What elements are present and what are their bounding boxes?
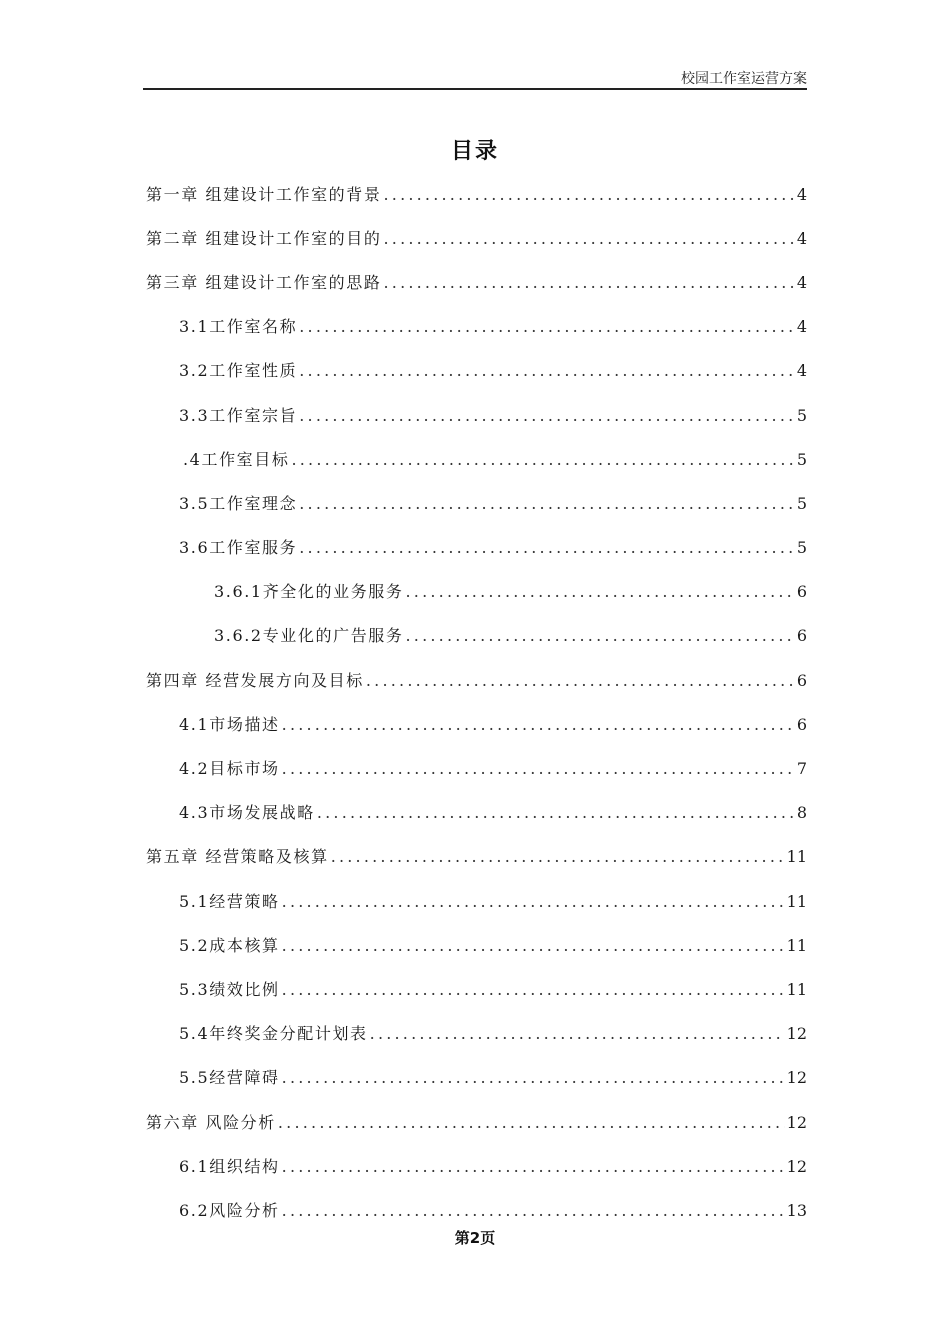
toc-entry-label: 第二章 组建设计工作室的目的 xyxy=(146,228,382,248)
toc-entry[interactable] xyxy=(0,304,950,348)
toc-entry-page: 6 xyxy=(796,626,807,646)
toc-leader-dots xyxy=(384,185,795,204)
toc-entry[interactable] xyxy=(0,834,950,878)
toc-entry-page: 4 xyxy=(796,228,807,248)
toc-entry-label: 3.6.2专业化的广告服务 xyxy=(214,626,404,646)
toc-entry[interactable] xyxy=(0,657,950,701)
toc-leader-dots xyxy=(291,450,794,469)
toc-entry-page: 12 xyxy=(786,1068,807,1088)
toc-entry[interactable] xyxy=(0,790,950,834)
toc-leader-dots xyxy=(299,406,795,425)
toc-leader-dots xyxy=(282,715,795,734)
toc-entry-page: 5 xyxy=(796,493,807,513)
toc-entry[interactable] xyxy=(0,569,950,613)
toc-entry-page: 4 xyxy=(796,317,807,337)
toc-entry-page: 5 xyxy=(796,538,807,558)
toc-entry[interactable] xyxy=(0,613,950,657)
toc-leader-dots xyxy=(299,317,795,336)
toc-entry[interactable] xyxy=(0,348,950,392)
toc-leader-dots xyxy=(384,273,795,292)
toc-leader-dots xyxy=(299,538,795,557)
toc-entry-label: 5.5经营障碍 xyxy=(179,1068,280,1088)
toc-entry[interactable] xyxy=(0,1055,950,1099)
toc-leader-dots xyxy=(282,1201,785,1220)
toc-entry[interactable] xyxy=(0,215,950,259)
toc-entry-label: 4.1市场描述 xyxy=(179,714,280,734)
toc-entry-label: 3.3工作室宗旨 xyxy=(179,405,298,425)
toc-entry-label: 3.5工作室理念 xyxy=(179,493,298,513)
toc-entry-label: .4工作室目标 xyxy=(183,449,290,469)
toc-entry[interactable] xyxy=(0,1011,950,1055)
toc-entry-page: 6 xyxy=(796,582,807,602)
toc-entry-label: 5.2成本核算 xyxy=(179,935,280,955)
toc-entry[interactable] xyxy=(0,1099,950,1143)
toc-leader-dots xyxy=(299,494,795,513)
toc-entry-page: 12 xyxy=(786,1112,807,1132)
toc-entry-page: 11 xyxy=(786,891,807,911)
toc-entry-label: 6.2风险分析 xyxy=(179,1200,280,1220)
toc-entry[interactable] xyxy=(0,1187,950,1231)
toc-leader-dots xyxy=(317,803,795,822)
toc-leader-dots xyxy=(278,1113,785,1132)
toc-entry[interactable] xyxy=(0,1143,950,1187)
toc-title: 目录 xyxy=(450,139,499,164)
toc-entry-page: 4 xyxy=(796,184,807,204)
toc-entry-page: 8 xyxy=(796,803,807,823)
toc-entry-label: 第三章 组建设计工作室的思路 xyxy=(146,272,382,292)
toc-entry-label: 4.3市场发展战略 xyxy=(179,803,315,823)
toc-entry-page: 6 xyxy=(796,714,807,734)
toc-entry-label: 5.1经营策略 xyxy=(179,891,280,911)
toc-entry-label: 5.3绩效比例 xyxy=(179,979,280,999)
toc-entry[interactable] xyxy=(0,392,950,436)
toc-entry[interactable] xyxy=(0,878,950,922)
toc-entry[interactable] xyxy=(0,966,950,1010)
toc-entry[interactable] xyxy=(0,259,950,303)
toc-leader-dots xyxy=(282,936,785,955)
toc-entry[interactable] xyxy=(0,745,950,789)
toc-entry-label: 5.4年终奖金分配计划表 xyxy=(179,1024,368,1044)
toc-entry-label: 3.2工作室性质 xyxy=(179,361,298,381)
toc-entry[interactable] xyxy=(0,525,950,569)
toc-entry-page: 12 xyxy=(786,1156,807,1176)
toc-entry[interactable] xyxy=(0,436,950,480)
toc-entry-label: 第四章 经营发展方向及目标 xyxy=(146,670,364,690)
running-header: 校园工作室运营方案 xyxy=(681,71,807,87)
toc-entry[interactable] xyxy=(0,171,950,215)
toc-entry-page: 5 xyxy=(796,405,807,425)
toc-leader-dots xyxy=(282,892,785,911)
toc-leader-dots xyxy=(370,1024,785,1043)
toc-entry-page: 7 xyxy=(796,759,807,779)
toc-entry[interactable] xyxy=(0,922,950,966)
toc-leader-dots xyxy=(282,759,795,778)
toc-leader-dots xyxy=(282,980,785,999)
toc-entry-page: 4 xyxy=(796,361,807,381)
toc-leader-dots xyxy=(282,1157,785,1176)
toc-leader-dots xyxy=(331,847,785,866)
toc-entry-label: 第六章 风险分析 xyxy=(146,1112,276,1132)
page-number: 第2页 xyxy=(454,1229,496,1247)
toc-entry-label: 第一章 组建设计工作室的背景 xyxy=(146,184,382,204)
toc-entry-page: 13 xyxy=(786,1200,807,1220)
toc-entry-label: 6.1组织结构 xyxy=(179,1156,280,1176)
toc-entry-page: 4 xyxy=(796,272,807,292)
toc-entry-label: 第五章 经营策略及核算 xyxy=(146,847,329,867)
toc-entry-label: 3.6.1齐全化的业务服务 xyxy=(214,582,404,602)
toc-entry-label: 3.1工作室名称 xyxy=(179,317,298,337)
toc-leader-dots xyxy=(406,626,795,645)
toc-entry-page: 11 xyxy=(786,979,807,999)
toc-entry-page: 6 xyxy=(796,670,807,690)
toc-entry-label: 4.2目标市场 xyxy=(179,759,280,779)
toc-entry[interactable] xyxy=(0,480,950,524)
toc-list xyxy=(0,171,950,1232)
toc-leader-dots xyxy=(282,1068,785,1087)
toc-entry[interactable] xyxy=(0,701,950,745)
toc-entry-page: 5 xyxy=(796,449,807,469)
toc-leader-dots xyxy=(406,582,795,601)
toc-entry-page: 12 xyxy=(786,1024,807,1044)
toc-entry-page: 11 xyxy=(786,847,807,867)
toc-entry-page: 11 xyxy=(786,935,807,955)
header-rule xyxy=(143,88,807,90)
toc-leader-dots xyxy=(366,671,795,690)
toc-leader-dots xyxy=(299,361,795,380)
toc-leader-dots xyxy=(384,229,795,248)
toc-entry-label: 3.6工作室服务 xyxy=(179,538,298,558)
